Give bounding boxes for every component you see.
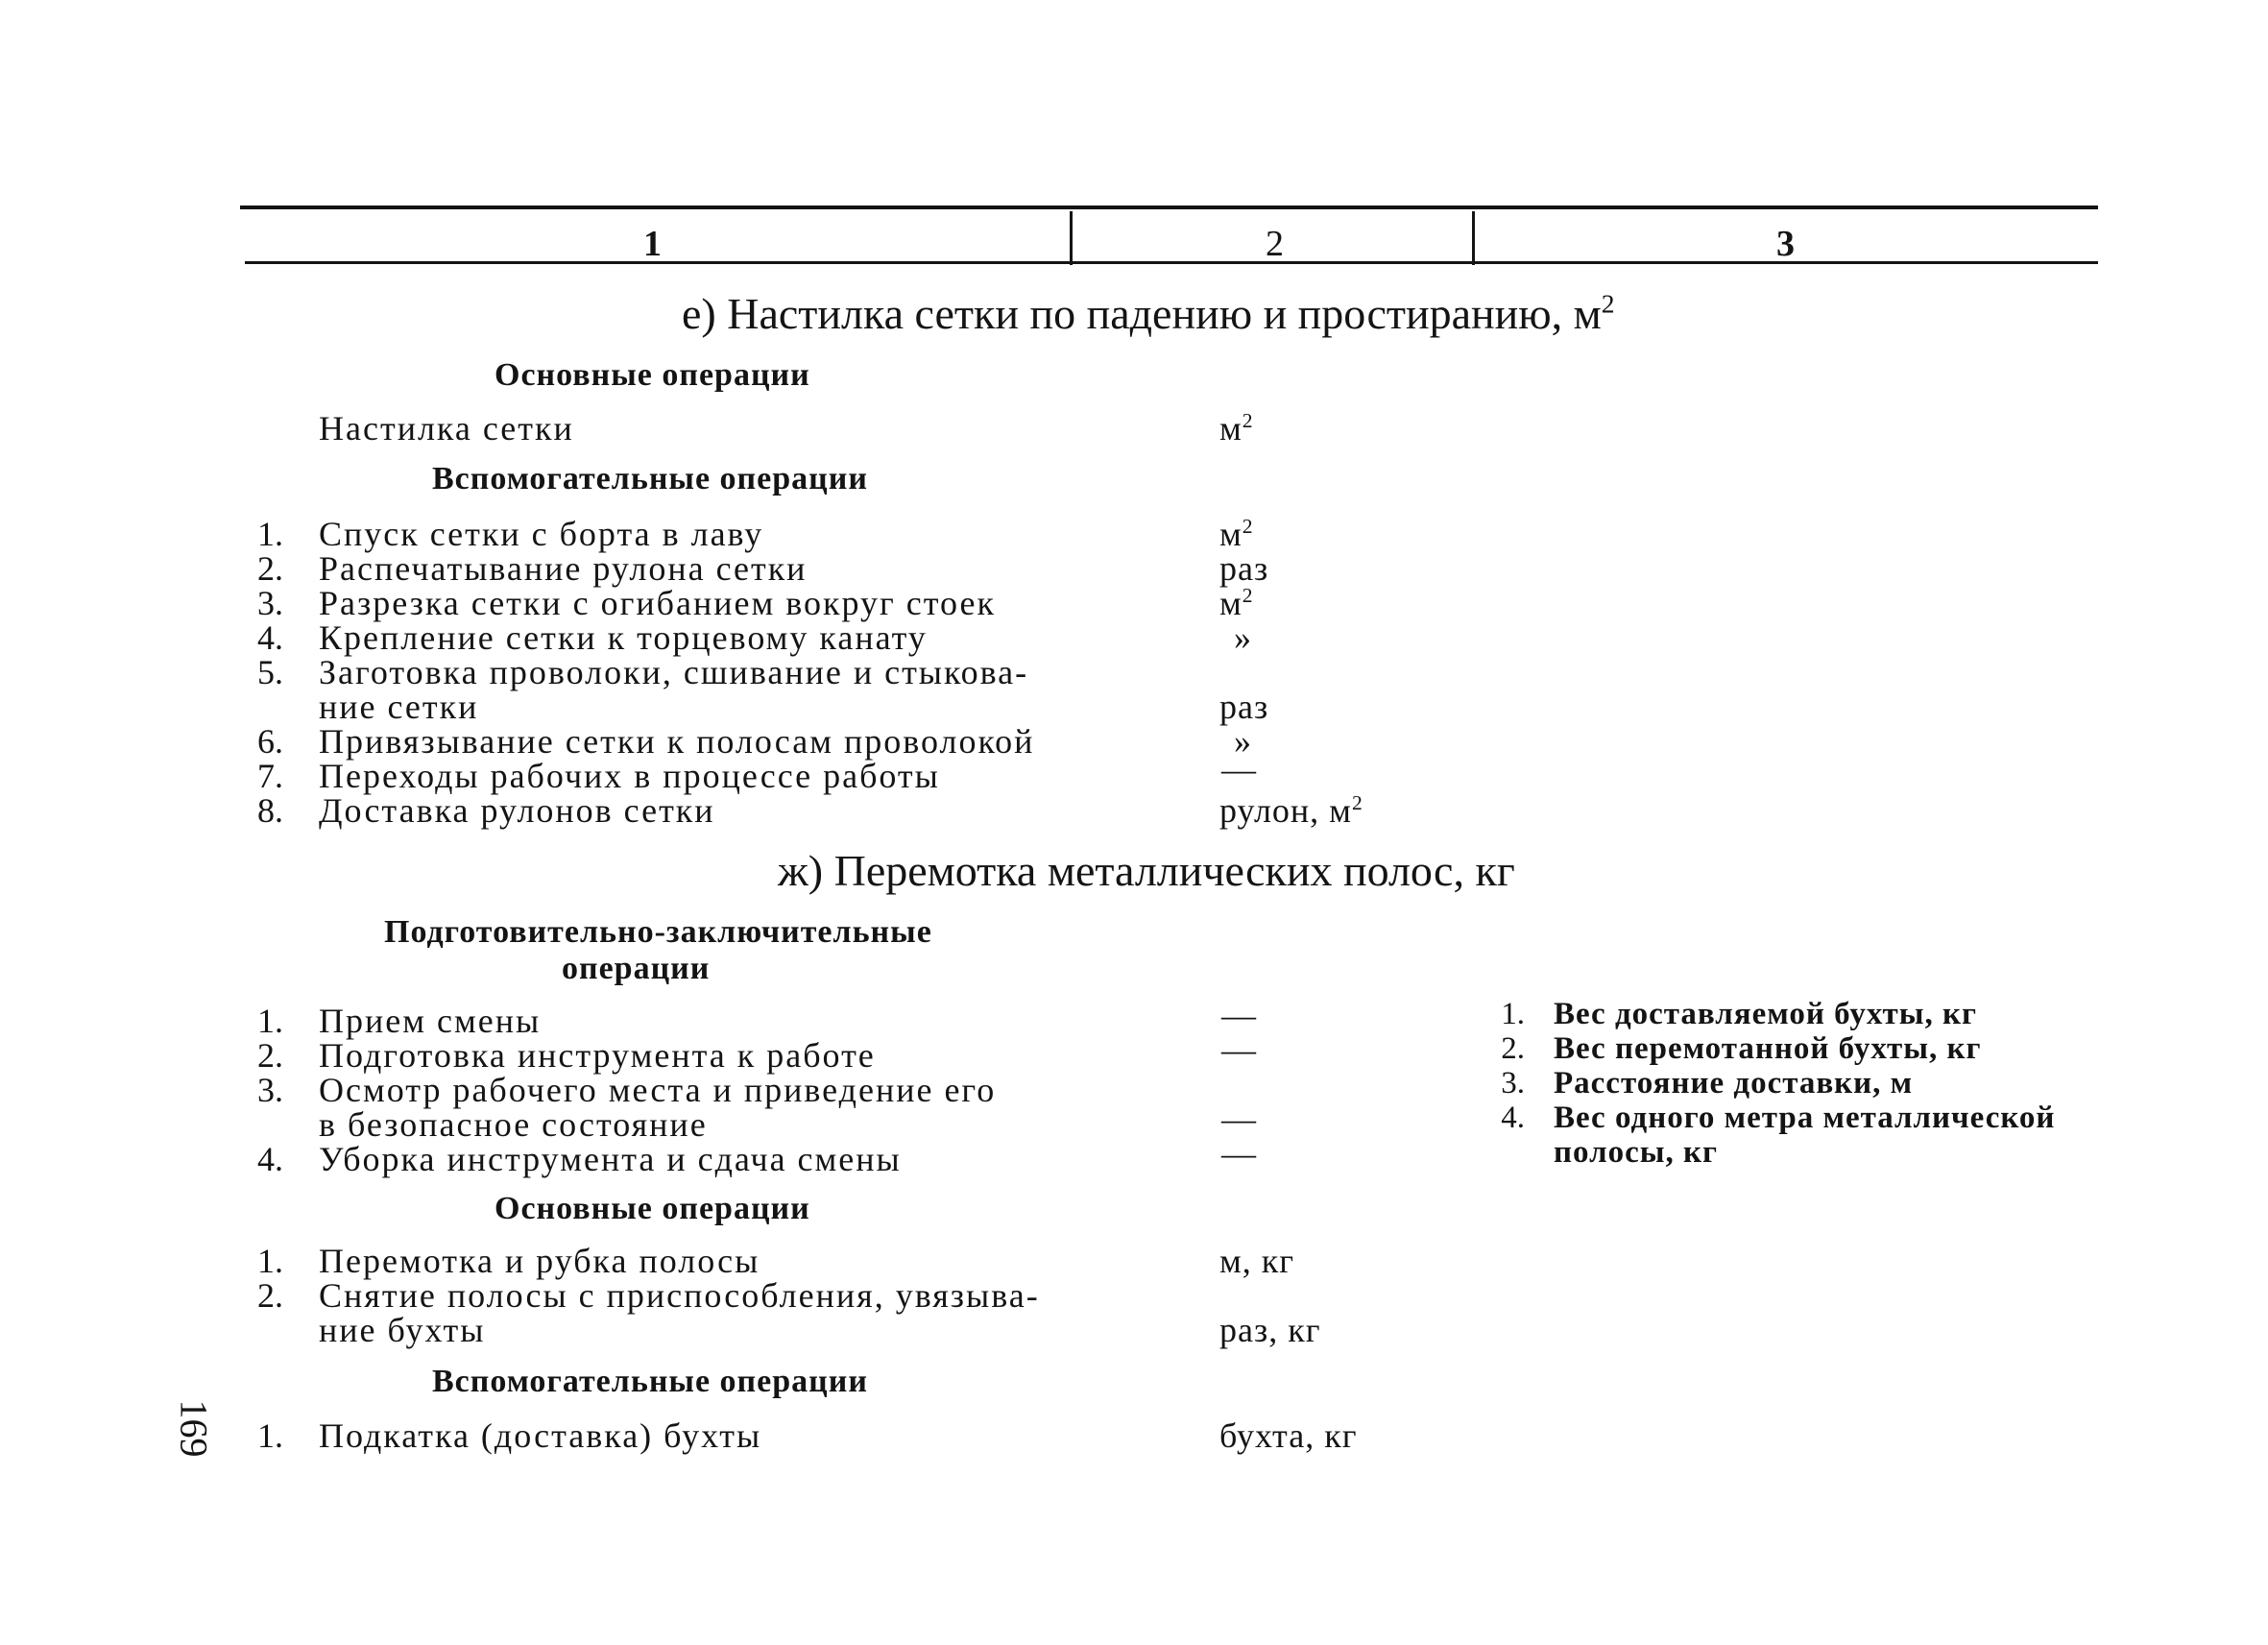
item-number: 2. — [257, 1276, 283, 1315]
list-item: Прием смены — [319, 1002, 542, 1040]
factor-number: 2. — [1501, 1031, 1525, 1066]
unit-value: » — [1234, 722, 1252, 761]
unit-value: раз — [1219, 688, 1269, 726]
list-item: Настилка сетки — [319, 409, 574, 448]
header-divider-1 — [1070, 211, 1073, 265]
list-item: Снятие полосы с приспособления, увязыва- — [319, 1276, 1040, 1315]
unit-value: рулон, $м^2$ — [1219, 791, 1363, 830]
section-zh-main-heading: Основные операции — [495, 1191, 810, 1226]
header-bottom-rule — [245, 261, 2098, 264]
item-number: 8. — [257, 791, 283, 830]
section-zh-prep-heading-line2: операции — [562, 951, 711, 986]
list-item-continuation: ние бухты — [319, 1311, 486, 1349]
list-item-continuation: ние сетки — [319, 688, 479, 726]
header-col3: 3 — [1776, 224, 1795, 264]
item-number: 1. — [257, 515, 283, 553]
item-number: 2. — [257, 549, 283, 588]
item-number: 1. — [257, 1242, 283, 1280]
factor-number: 4. — [1501, 1101, 1525, 1135]
list-item: Переходы рабочих в процессе работы — [319, 757, 940, 795]
list-item: Перемотка и рубка полосы — [319, 1242, 760, 1280]
section-zh-aux-heading: Вспомогательные операции — [432, 1364, 868, 1399]
unit-value: — — [1221, 1100, 1257, 1138]
section-e-aux-heading: Вспомогательные операции — [432, 461, 868, 496]
unit-value: — — [1221, 1134, 1257, 1173]
factor-item: Вес одного метра металлической — [1554, 1101, 2056, 1135]
unit-value: — — [1221, 1030, 1257, 1069]
section-zh-title: ж) Перемотка металлических полос, кг — [778, 846, 1515, 895]
list-item: Заготовка проволоки, сшивание и стыкова- — [319, 653, 1029, 691]
list-item: Спуск сетки с борта в лаву — [319, 515, 764, 553]
factor-item: Расстояние доставки, м — [1554, 1066, 1914, 1101]
item-number: 1. — [257, 1416, 283, 1455]
factor-number: 3. — [1501, 1066, 1525, 1101]
page-number: 169 — [172, 1399, 216, 1458]
header-top-rule — [240, 206, 2098, 209]
item-number: 2. — [257, 1036, 283, 1075]
unit-value: бухта, кг — [1219, 1416, 1358, 1455]
unit-value: $м^2$ — [1219, 584, 1254, 622]
list-item: Разрезка сетки с огибанием вокруг стоек — [319, 584, 996, 622]
item-number: 3. — [257, 1071, 283, 1109]
list-item-continuation: в безопасное состояние — [319, 1105, 708, 1144]
item-number: 3. — [257, 584, 283, 622]
item-number: 4. — [257, 618, 283, 657]
unit-value: — — [1221, 750, 1257, 788]
factor-item: Вес перемотанной бухты, кг — [1554, 1031, 1982, 1066]
unit-value: » — [1234, 618, 1252, 657]
unit-value: — — [1221, 996, 1257, 1034]
list-item: Подготовка инструмента к работе — [319, 1036, 876, 1075]
factor-number: 1. — [1501, 997, 1525, 1031]
list-item: Осмотр рабочего места и приведение его — [319, 1071, 997, 1109]
unit-value: м, кг — [1219, 1242, 1295, 1280]
list-item: Подкатка (доставка) бухты — [319, 1416, 762, 1455]
list-item: Крепление сетки к торцевому канату — [319, 618, 928, 657]
header-col1: 1 — [643, 224, 662, 264]
unit-value: раз — [1219, 549, 1269, 588]
unit-value: $м^2$ — [1219, 515, 1254, 553]
list-item: Привязывание сетки к полосам проволокой — [319, 722, 1035, 761]
item-number: 6. — [257, 722, 283, 761]
item-number: 7. — [257, 757, 283, 795]
factor-item-continuation: полосы, кг — [1554, 1135, 1719, 1170]
unit-value: $м^2$ — [1219, 409, 1254, 448]
item-number: 4. — [257, 1140, 283, 1178]
item-number: 1. — [257, 1002, 283, 1040]
header-col2: 2 — [1266, 224, 1284, 264]
section-zh-prep-heading: Подготовительно-заключительные — [384, 914, 932, 950]
unit-value: раз, кг — [1219, 1311, 1321, 1349]
list-item: Доставка рулонов сетки — [319, 791, 715, 830]
header-divider-2 — [1472, 211, 1475, 265]
list-item: Распечатывание рулона сетки — [319, 549, 808, 588]
factor-item: Вес доставляемой бухты, кг — [1554, 997, 1978, 1031]
section-e-title: е) Настилка сетки по падению и простиранию, $м^2$ — [682, 288, 1615, 338]
item-number: 5. — [257, 653, 283, 691]
section-e-main-heading: Основные операции — [495, 357, 810, 393]
list-item: Уборка инструмента и сдача смены — [319, 1140, 902, 1178]
